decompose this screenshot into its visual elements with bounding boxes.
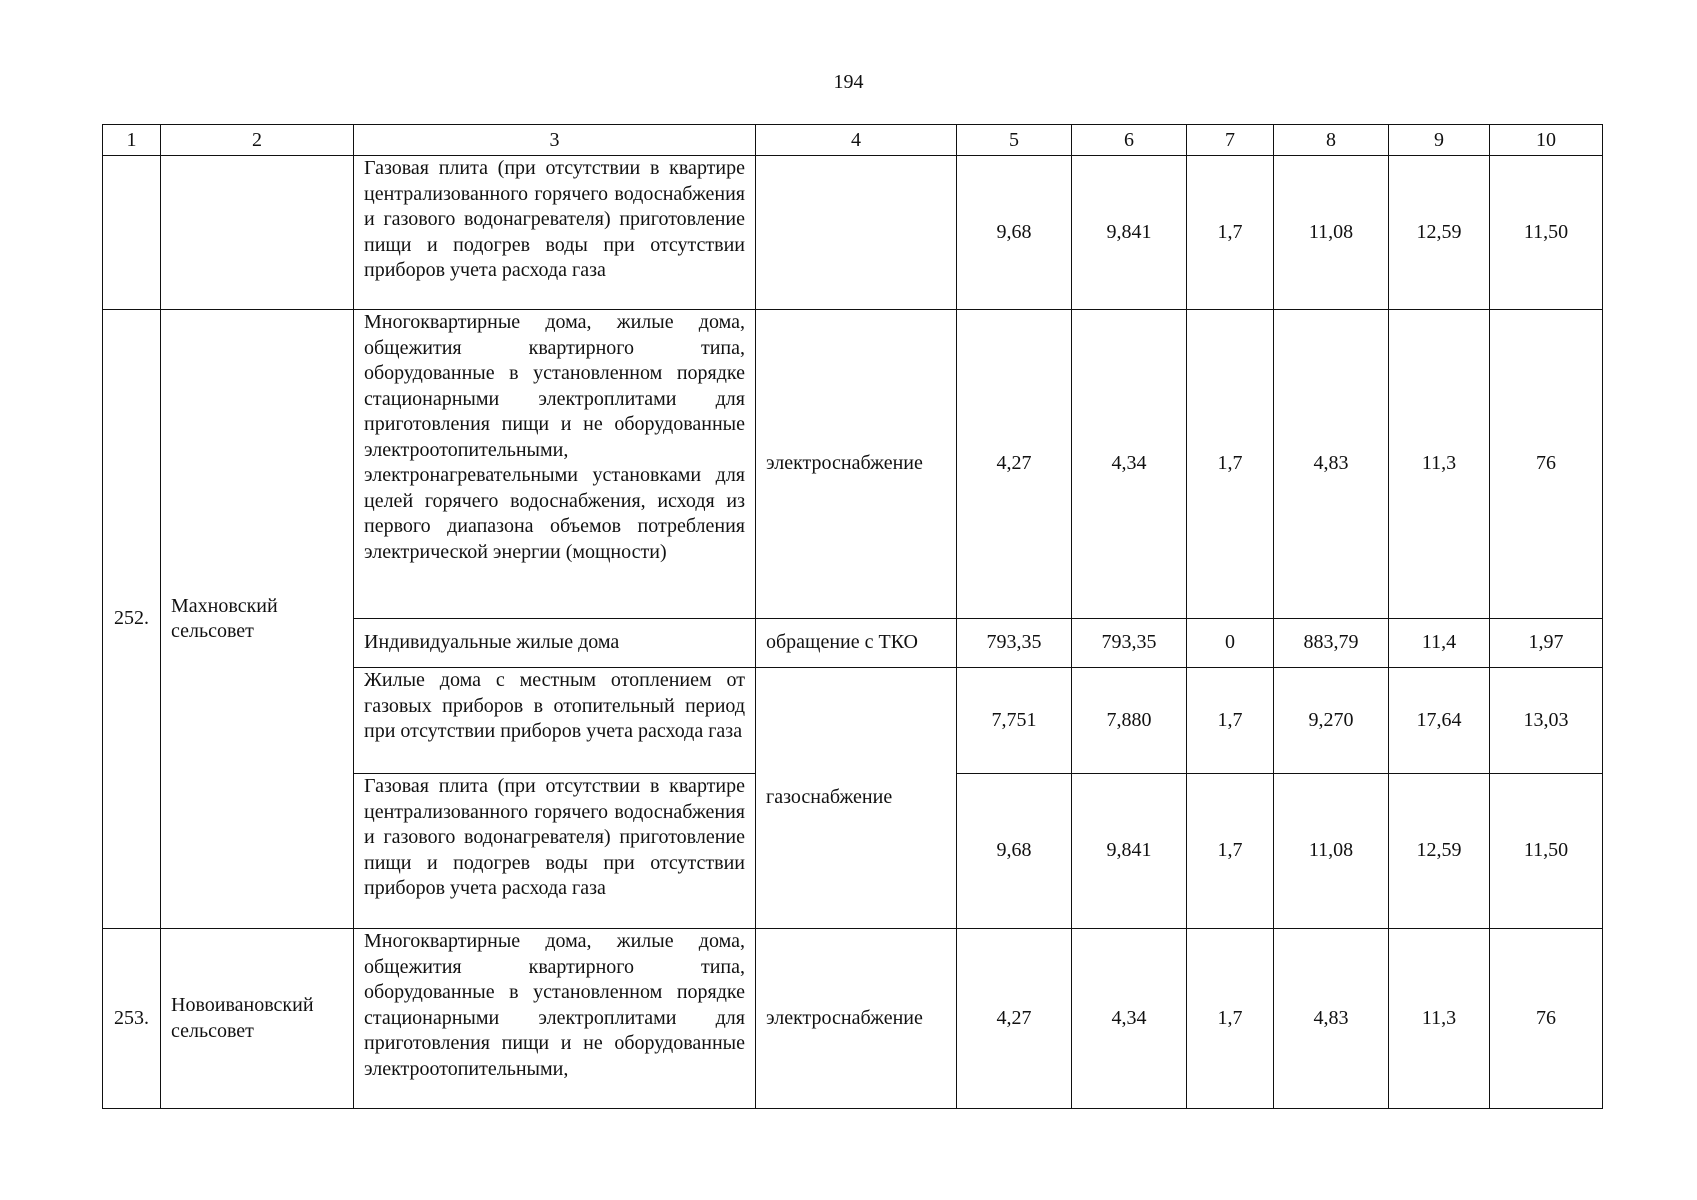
value-cell-9: 17,64 <box>1389 668 1490 774</box>
value-cell-5: 4,27 <box>957 929 1072 1109</box>
value-cell-5: 793,35 <box>957 619 1072 668</box>
table-row <box>103 310 1603 619</box>
value-cell-7: 1,7 <box>1187 668 1274 774</box>
column-header: 9 <box>1389 125 1490 156</box>
value-cell-6: 793,35 <box>1072 619 1187 668</box>
value-cell-9: 11,4 <box>1389 619 1490 668</box>
value-cell-6: 4,34 <box>1072 310 1187 619</box>
page-number: 194 <box>833 71 864 93</box>
table-row <box>103 929 1603 1109</box>
description-cell: Газовая плита (при отсутствии в квартире централизованного горячего водоснабжения и газового водонагревателя) приготовление пищи и подогрев воды при отсутствии приборов учета расхода газа <box>354 774 756 929</box>
row-number-cell: 253. <box>103 929 161 1109</box>
value-cell-8: 11,08 <box>1274 156 1389 310</box>
service-cell <box>756 156 957 310</box>
column-header: 5 <box>957 125 1072 156</box>
column-header: 4 <box>756 125 957 156</box>
row-number-cell <box>103 156 161 310</box>
description-cell: Многоквартирные дома, жилые дома, общежития квартирного типа, оборудованные в установленном порядке стационарными электроплитами для приготовления пищи и не оборудованные электроотопительными, электронагревательными установками для целей горячего водоснабжения, исходя из первого диапазона объемов потребления электрической энергии (мощности) <box>354 310 756 619</box>
column-header: 2 <box>161 125 354 156</box>
service-cell: электроснабжение <box>756 310 957 619</box>
value-cell-6: 4,34 <box>1072 929 1187 1109</box>
value-cell-6: 9,841 <box>1072 156 1187 310</box>
value-cell-5: 7,751 <box>957 668 1072 774</box>
description-cell: Многоквартирные дома, жилые дома, общежития квартирного типа, оборудованные в установленном порядке стационарными электроплитами для приготовления пищи и не оборудованные электроотопительными, <box>354 929 756 1109</box>
row-number-cell: 252. <box>103 310 161 929</box>
value-cell-7: 0 <box>1187 619 1274 668</box>
value-cell-7: 1,7 <box>1187 310 1274 619</box>
locality-cell: Махновский сельсовет <box>161 310 354 929</box>
locality-cell: Новоивановский сельсовет <box>161 929 354 1109</box>
column-header: 7 <box>1187 125 1274 156</box>
value-cell-5: 9,68 <box>957 774 1072 929</box>
service-cell: обращение с ТКО <box>756 619 957 668</box>
description-cell: Жилые дома с местным отоплением от газовых приборов в отопительный период при отсутствии приборов учета расхода газа <box>354 668 756 774</box>
table-row <box>103 156 1603 310</box>
service-cell: газоснабжение <box>756 668 957 929</box>
value-cell-10: 11,50 <box>1490 774 1603 929</box>
value-cell-10: 11,50 <box>1490 156 1603 310</box>
value-cell-7: 1,7 <box>1187 156 1274 310</box>
value-cell-9: 11,3 <box>1389 310 1490 619</box>
table-header-row <box>103 125 1603 156</box>
column-header: 3 <box>354 125 756 156</box>
value-cell-8: 4,83 <box>1274 929 1389 1109</box>
value-cell-8: 4,83 <box>1274 310 1389 619</box>
column-header: 10 <box>1490 125 1603 156</box>
value-cell-9: 12,59 <box>1389 774 1490 929</box>
value-cell-7: 1,7 <box>1187 929 1274 1109</box>
column-header: 1 <box>103 125 161 156</box>
value-cell-5: 4,27 <box>957 310 1072 619</box>
value-cell-10: 76 <box>1490 310 1603 619</box>
value-cell-9: 12,59 <box>1389 156 1490 310</box>
value-cell-10: 76 <box>1490 929 1603 1109</box>
value-cell-10: 13,03 <box>1490 668 1603 774</box>
value-cell-6: 7,880 <box>1072 668 1187 774</box>
tariff-table <box>102 124 1603 1109</box>
value-cell-8: 11,08 <box>1274 774 1389 929</box>
value-cell-5: 9,68 <box>957 156 1072 310</box>
column-header: 6 <box>1072 125 1187 156</box>
locality-cell <box>161 156 354 310</box>
service-cell: электроснабжение <box>756 929 957 1109</box>
column-header: 8 <box>1274 125 1389 156</box>
value-cell-8: 9,270 <box>1274 668 1389 774</box>
value-cell-6: 9,841 <box>1072 774 1187 929</box>
description-cell: Индивидуальные жилые дома <box>354 619 756 668</box>
value-cell-7: 1,7 <box>1187 774 1274 929</box>
value-cell-9: 11,3 <box>1389 929 1490 1109</box>
description-cell: Газовая плита (при отсутствии в квартире централизованного горячего водоснабжения и газового водонагревателя) приготовление пищи и подогрев воды при отсутствии приборов учета расхода газа <box>354 156 756 310</box>
value-cell-8: 883,79 <box>1274 619 1389 668</box>
value-cell-10: 1,97 <box>1490 619 1603 668</box>
